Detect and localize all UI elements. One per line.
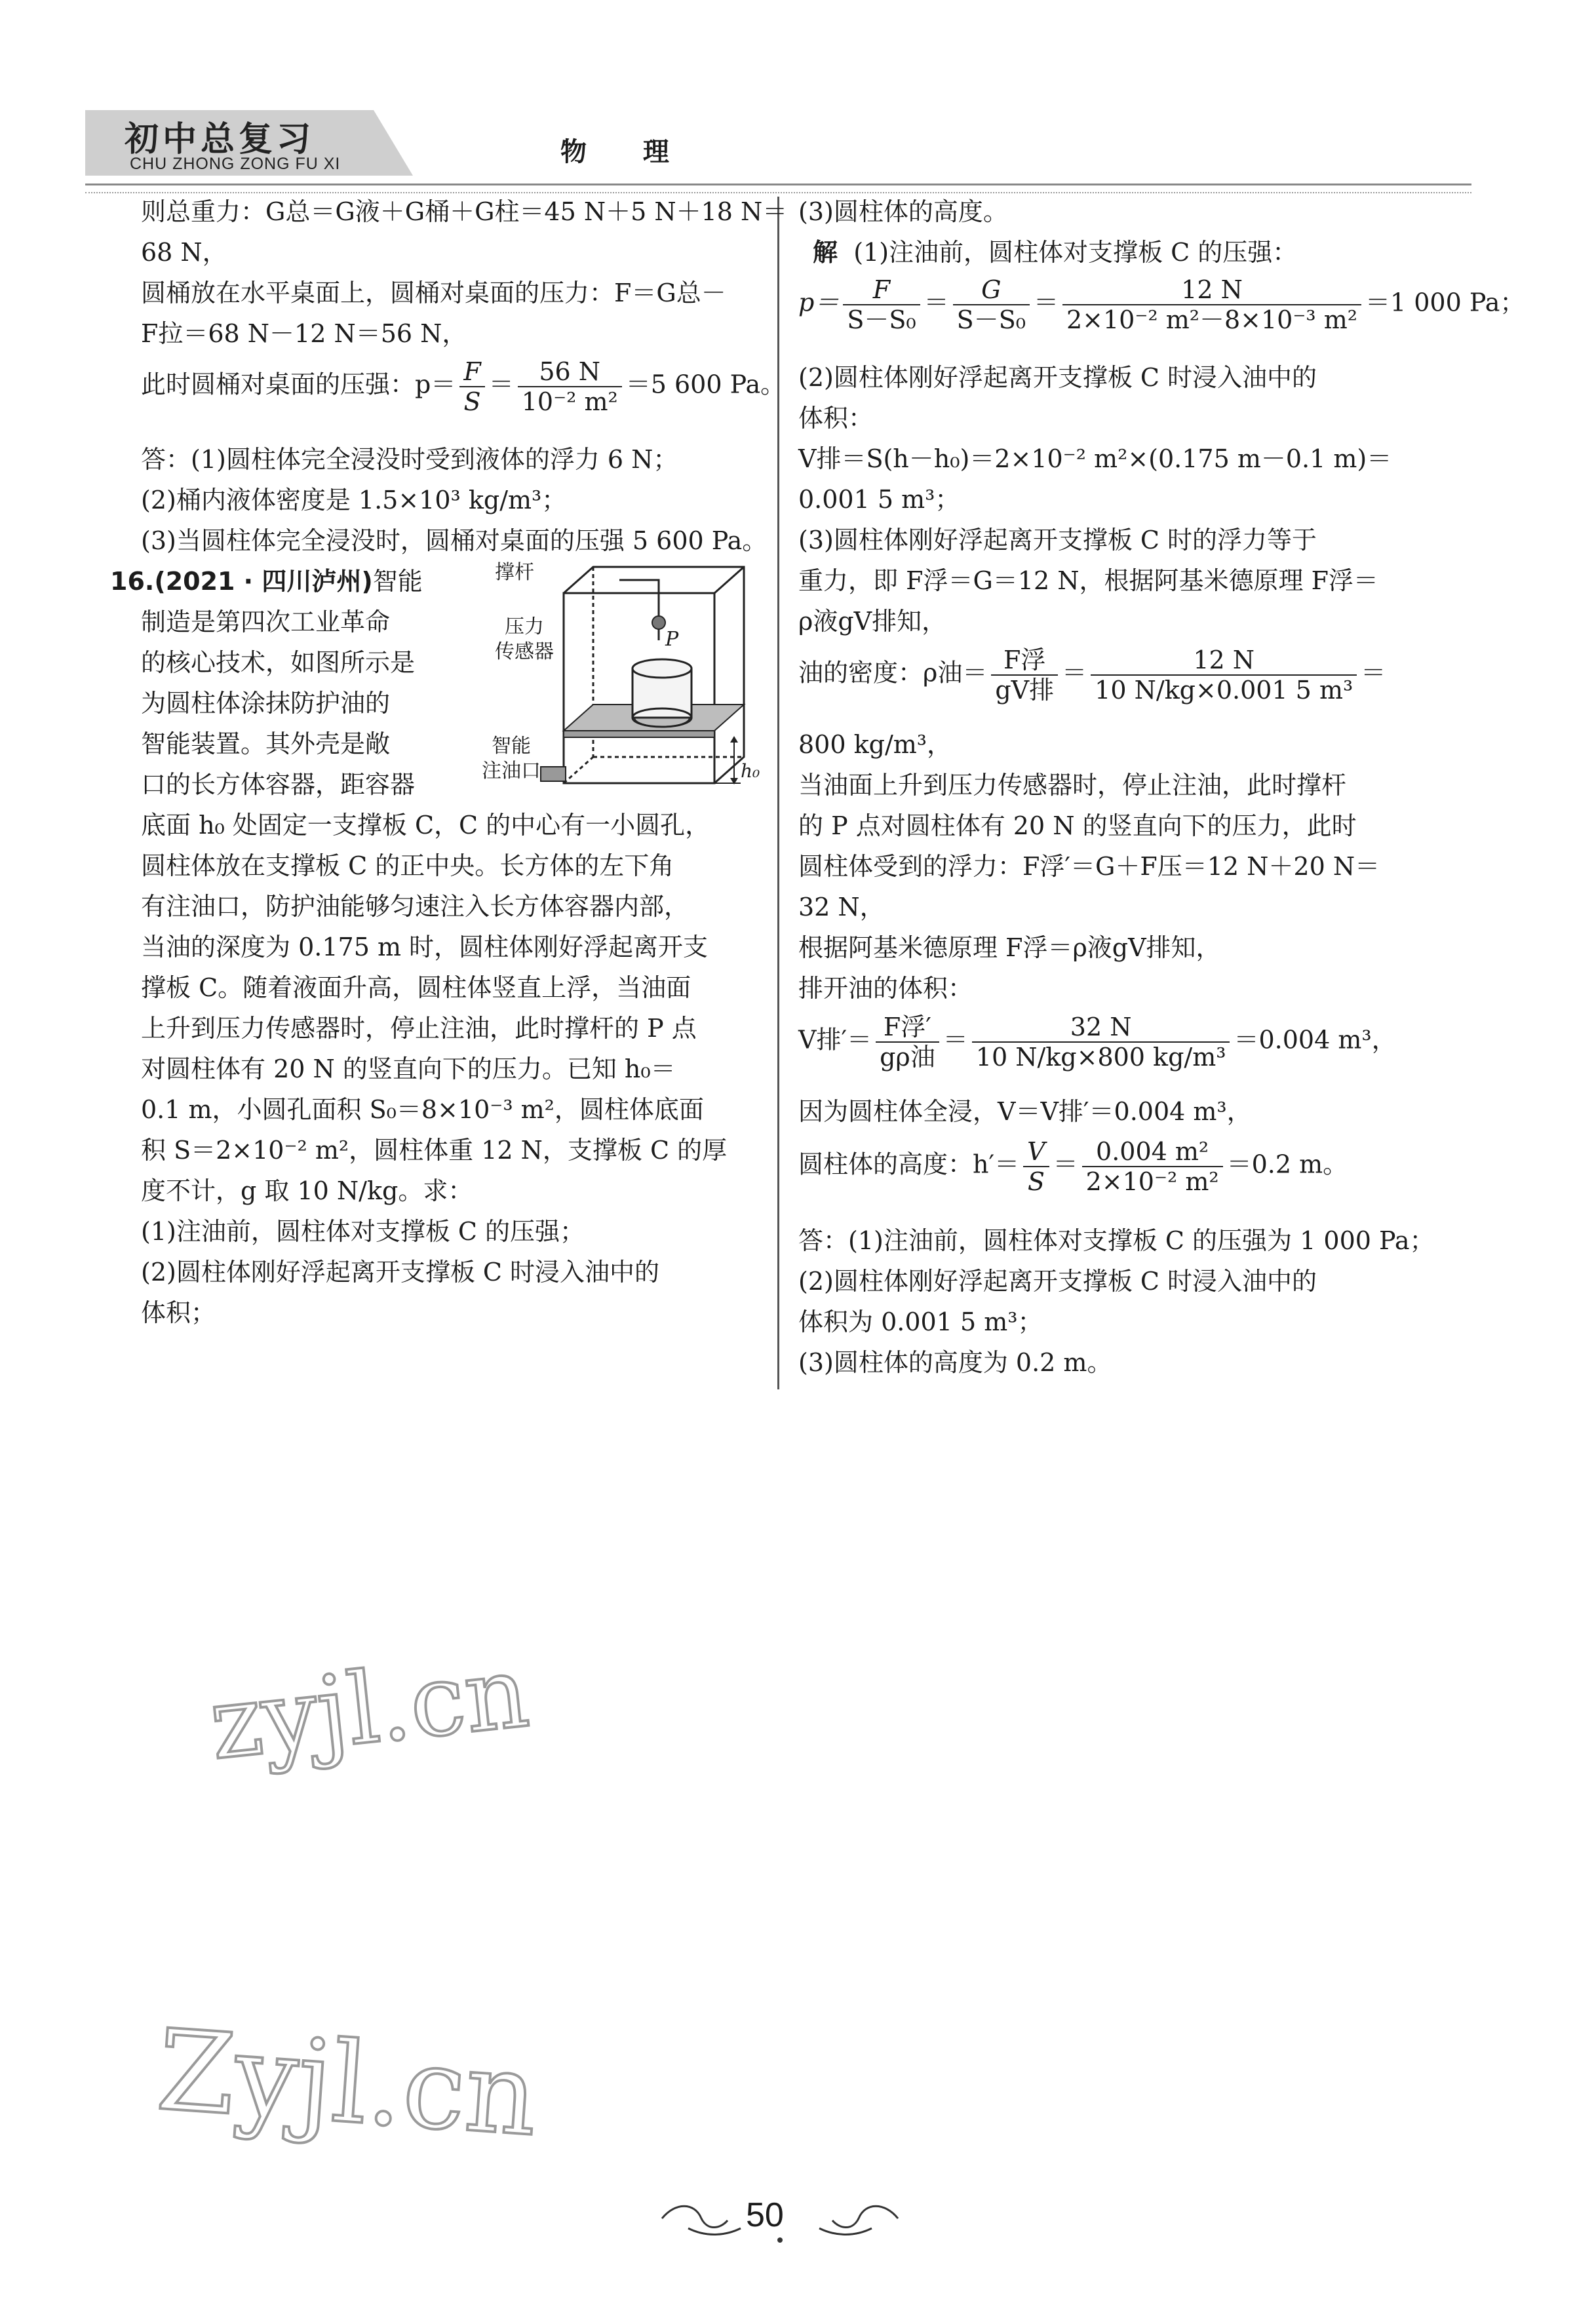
right-line: 当油面上升到压力传感器时，停止注油，此时撑杆	[798, 771, 1347, 800]
right-line: (3)圆柱体刚好浮起离开支撑板 C 时的浮力等于	[798, 526, 1317, 554]
question-line: (1)注油前，圆柱体对支撑板 C 的压强；	[141, 1217, 585, 1246]
right-line: 0.001 5 m³；	[798, 485, 960, 514]
right-line: 32 N，	[798, 893, 885, 921]
question-line: 为圆柱体涂抹防护油的	[141, 689, 391, 718]
right-line: V排＝S(h－h₀)＝2×10⁻² m²×(0.175 m－0.1 m)＝	[798, 444, 1392, 473]
answer-line: 答：(1)注油前，圆柱体对支撑板 C 的压强为 1 000 Pa；	[798, 1226, 1435, 1255]
answer-line: (2)桶内液体密度是 1.5×10³ kg/m³；	[141, 486, 567, 514]
watermark-top: zyjl.cn	[204, 1635, 534, 1782]
answer-line: (3)当圆柱体完全浸没时，圆桶对桌面的压强 5 600 Pa。	[141, 526, 768, 555]
question-line: 撑板 C。随着液面升高，圆柱体竖直上浮，当油面	[141, 973, 691, 1002]
left-line: 则总重力：G总＝G液＋G桶＋G柱＝45 N＋5 N＋18 N＝	[141, 197, 788, 226]
figure-label-sensor: 压力 传感器	[495, 615, 554, 663]
answer-line: (2)圆柱体刚好浮起离开支撑板 C 时浸入油中的	[798, 1267, 1317, 1296]
right-line: ρ液gV排知，	[798, 607, 947, 636]
question-line: 体积；	[141, 1298, 216, 1327]
left-line: F拉＝68 N－12 N＝56 N，	[141, 319, 467, 348]
answer-line: 答：(1)圆柱体完全浸没时受到液体的浮力 6 N；	[141, 445, 678, 474]
question-line: 圆柱体放在支撑板 C 的正中央。长方体的左下角	[141, 851, 674, 880]
formula-pressure: p＝ $\frac{F}{\text{S－S₀}}$ ＝ $\frac{G}{\text{S－S₀}}$ ＝ $\frac{12 N}{\text{2×10⁻² m²－8×10⁻³ m²}}$ ＝1 000 Pa；	[798, 275, 1525, 334]
answer-line: 体积为 0.001 5 m³；	[798, 1307, 1043, 1336]
figure-label-h0: h₀	[741, 760, 760, 782]
right-line: 根据阿基米德原理 F浮＝ρ液gV排知，	[798, 933, 1221, 962]
question-line: (2)圆柱体刚好浮起离开支撑板 C 时浸入油中的	[141, 1258, 660, 1287]
left-formula-pressure: 此时圆桶对桌面的压强：p＝ $\frac{F}{S}$ ＝ $\frac{56 N}{\text{10⁻² m²}}$ ＝5 600 Pa。	[141, 357, 786, 416]
question-line: 制造是第四次工业革命	[141, 608, 391, 636]
watermark-bottom: Zyjl.cn	[153, 2005, 542, 2161]
question-number: 16.	[110, 567, 155, 596]
header-subject: 物 理	[560, 137, 693, 167]
header-pinyin: CHU ZHONG ZONG FU XI	[130, 155, 341, 173]
solution-start: 解 (1)注油前，圆柱体对支撑板 C 的压强：	[813, 238, 1298, 267]
question-line: 口的长方体容器，距容器	[141, 770, 416, 799]
question-line: 0.1 m，小圆孔面积 S₀＝8×10⁻³ m²，圆柱体底面	[141, 1095, 704, 1124]
right-line: 因为圆柱体全浸，V＝V排′＝0.004 m³，	[798, 1097, 1252, 1126]
figure-label-inlet: 智能 注油口	[482, 735, 541, 783]
header-title: 初中总复习	[125, 120, 315, 159]
left-line: 圆桶放在水平桌面上，圆桶对桌面的压力：F＝G总－	[141, 279, 726, 307]
right-line: 800 kg/m³，	[798, 730, 952, 759]
page-number: 50	[746, 2196, 784, 2234]
right-line: (3)圆柱体的高度。	[798, 197, 1008, 226]
right-line: 重力，即 F浮＝G＝12 N，根据阿基米德原理 F浮＝	[798, 566, 1378, 595]
answer-line: (3)圆柱体的高度为 0.2 m。	[798, 1348, 1112, 1377]
question-line: 对圆柱体有 20 N 的竖直向下的压力。已知 h₀＝	[141, 1055, 676, 1083]
right-line: 排开油的体积：	[798, 974, 973, 1003]
left-line: 68 N，	[141, 238, 227, 267]
right-line: 的 P 点对圆柱体有 20 N 的竖直向下的压力，此时	[798, 811, 1357, 840]
question-line: 有注油口，防护油能够匀速注入长方体容器内部，	[141, 892, 690, 921]
question-source: (2021 · 四川泸州)	[154, 567, 373, 596]
question-line: 智能装置。其外壳是敞	[141, 729, 391, 758]
figure-label-rod: 撑杆	[495, 561, 534, 584]
right-line: 体积：	[798, 404, 874, 433]
figure-label-p: P	[665, 628, 679, 651]
question-header: 16.(2021 · 四川泸州)智能	[110, 567, 423, 596]
formula-density: 油的密度：ρ油＝ $\frac{\text{F浮}}{\text{gV排}}$ ＝ $\frac{12 N}{\text{10 N/kg×0.001 5 m³}}$ ＝	[798, 646, 1386, 705]
formula-height: 圆柱体的高度：h′＝ $\frac{V}{S}$ ＝ $\frac{\text{0.004 m²}}{\text{2×10⁻² m²}}$ ＝0.2 m。	[798, 1137, 1348, 1196]
right-line: (2)圆柱体刚好浮起离开支撑板 C 时浸入油中的	[798, 363, 1317, 392]
question-line: 的核心技术，如图所示是	[141, 648, 416, 677]
question-line: 当油的深度为 0.175 m 时，圆柱体刚好浮起离开支	[141, 933, 709, 961]
question-line: 度不计，g 取 10 N/kg。求：	[141, 1176, 473, 1205]
right-line: 圆柱体受到的浮力：F浮′＝G＋F压＝12 N＋20 N＝	[798, 852, 1380, 881]
question-line: 底面 h₀ 处固定一支撑板 C，C 的中心有一小圆孔，	[141, 811, 710, 840]
question-line: 积 S＝2×10⁻² m²，圆柱体重 12 N，支撑板 C 的厚	[141, 1136, 728, 1165]
formula-volume: V排′＝ $\frac{\text{F浮′}}{\text{gρ油}}$ ＝ $\frac{32 N}{\text{10 N/kg×800 kg/m³}}$ ＝0.004 m³，	[798, 1013, 1397, 1072]
question-line: 上升到压力传感器时，停止注油，此时撑杆的 P 点	[141, 1014, 697, 1043]
